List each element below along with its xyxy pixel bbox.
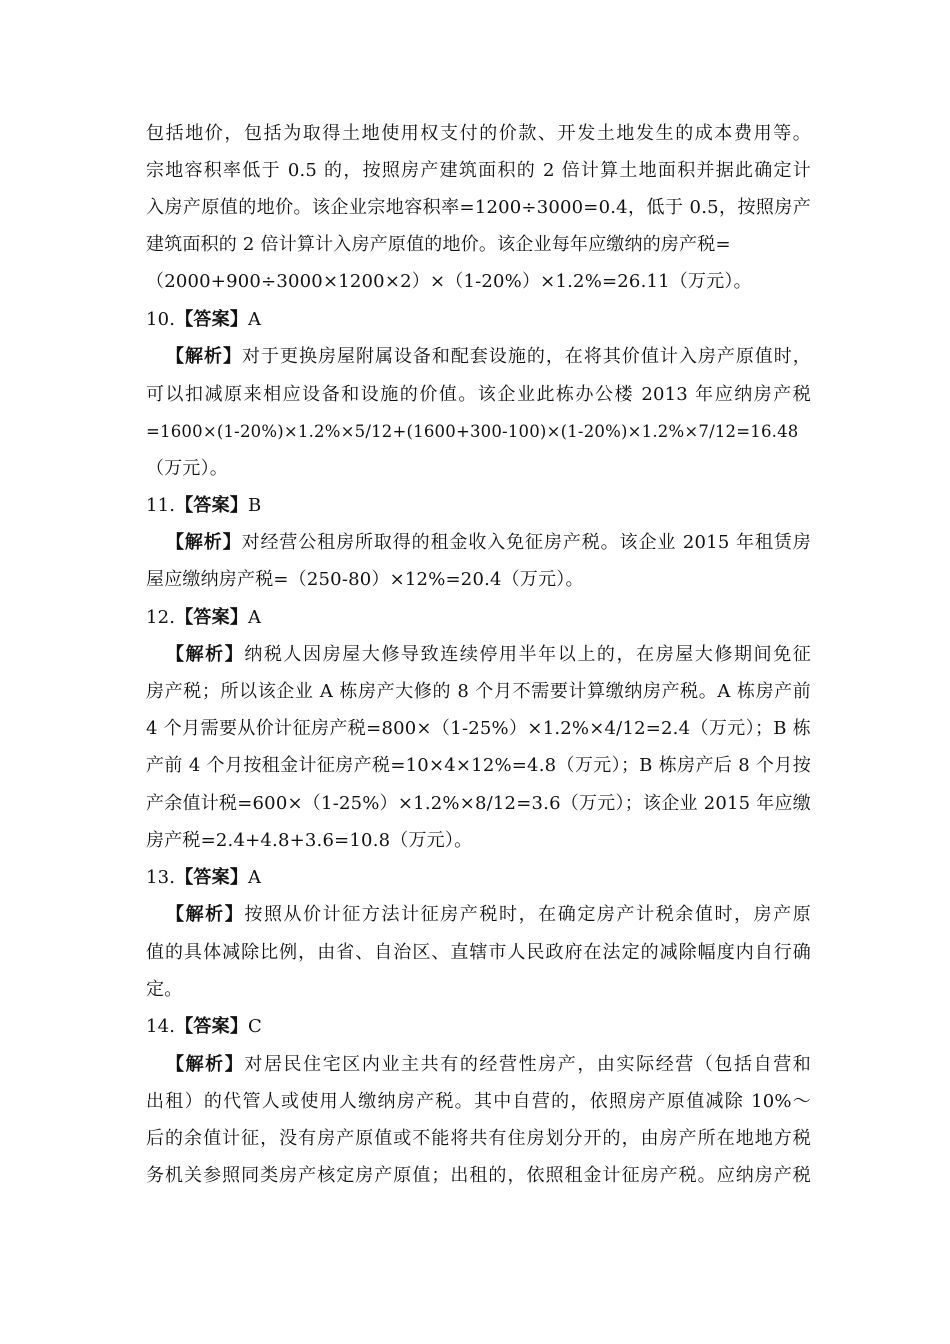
text-line: 定。 xyxy=(146,979,183,1000)
text-line: 产前 4 个月按租金计征房产税=10×4×12%=4.8（万元）；B 栋房产后 8 个月按 xyxy=(146,755,811,776)
analysis-line xyxy=(166,640,811,670)
text-line: 包括地价，包括为取得土地使用权支付的价款、开发土地发生的成本费用等。 xyxy=(146,123,811,144)
text-line: =1600×(1-20%)×1.2%×5/12+(1600+300-100)×(1-20%)×1.2%×7/12=16.48 xyxy=(146,422,799,441)
answer-value: B xyxy=(248,495,262,516)
text-line: 建筑面积的 2 倍计算计入房产原值的地价。该企业每年应缴纳的房产税= xyxy=(146,234,731,255)
text-line: 屋应缴纳房产税=（250-80）×12%=20.4（万元）。 xyxy=(146,569,584,590)
analysis-label: 【解析】 xyxy=(166,346,242,367)
answer-line-14 xyxy=(146,1012,811,1042)
text-line: 4 个月需要从价计征房产税=800×（1-25%）×1.2%×4/12=2.4（万元）；B 栋 xyxy=(146,718,811,739)
analysis-text: 纳税人因房屋大修导致连续停用半年以上的，在房屋大修期间免征 xyxy=(244,644,811,665)
answer-value: A xyxy=(248,867,262,888)
answer-line-13 xyxy=(146,863,811,893)
question-number: 12. xyxy=(146,607,176,628)
analysis-text: 对经营公租房所取得的租金收入免征房产税。该企业 2015 年租赁房 xyxy=(241,532,811,553)
text-line: 出租）的代管人或使用人缴纳房产税。其中自营的，依照房产原值减除 10%～ xyxy=(146,1091,811,1112)
text-line: 房产税；所以该企业 A 栋房产大修的 8 个月不需要计算缴纳房产税。A 栋房产前 xyxy=(146,681,811,702)
analysis-line xyxy=(166,900,811,930)
text-line: 入房产原值的地价。该企业宗地容积率=1200÷3000=0.4，低于 0.5，按照房产 xyxy=(146,197,811,218)
answer-line-11 xyxy=(146,491,811,521)
analysis-label: 【解析】 xyxy=(166,1054,245,1075)
text-line: 值的具体减除比例，由省、自治区、直辖市人民政府在法定的减除幅度内自行确 xyxy=(146,942,811,963)
text-line: 务机关参照同类房产核定房产原值；出租的，依照租金计征房产税。应纳房产税 xyxy=(146,1165,811,1186)
answer-label: 【答案】 xyxy=(175,495,249,516)
analysis-text: 按照从价计征方法计征房产税时，在确定房产计税余值时，房产原 xyxy=(244,904,811,925)
answer-value: A xyxy=(248,309,262,330)
question-number: 13. xyxy=(146,867,176,888)
analysis-text: 对于更换房屋附属设备和配套设施的，在将其价值计入房产原值时， xyxy=(241,346,811,367)
answer-label: 【答案】 xyxy=(175,309,249,330)
analysis-line xyxy=(166,528,811,558)
analysis-label: 【解析】 xyxy=(166,644,245,665)
answer-line-12 xyxy=(146,603,811,633)
analysis-line xyxy=(166,342,811,372)
question-number: 14. xyxy=(146,1016,176,1037)
text-line: 产余值计税=600×（1-25%）×1.2%×8/12=3.6（万元）；该企业 2015 年应缴 xyxy=(146,793,811,814)
text-line: 后的余值计征，没有房产原值或不能将共有住房划分开的，由房产所在地地方税 xyxy=(146,1128,811,1149)
text-line: （2000+900÷3000×1200×2）×（1-20%）×1.2%=26.11（万元）。 xyxy=(146,271,752,292)
answer-value: A xyxy=(248,607,262,628)
text-line: 可以扣减原来相应设备和设施的价值。该企业此栋办公楼 2013 年应纳房产税 xyxy=(146,384,811,405)
question-number: 10. xyxy=(146,309,176,330)
text-line: （万元）。 xyxy=(146,458,228,479)
text-line: 宗地容积率低于 0.5 的，按照房产建筑面积的 2 倍计算土地面积并据此确定计 xyxy=(146,160,811,181)
answer-label: 【答案】 xyxy=(175,867,249,888)
analysis-label: 【解析】 xyxy=(166,532,242,553)
analysis-label: 【解析】 xyxy=(166,904,245,925)
question-number: 11. xyxy=(146,495,176,516)
answer-line-10 xyxy=(146,305,811,335)
analysis-line xyxy=(166,1050,811,1080)
analysis-text: 对居民住宅区内业主共有的经营性房产，由实际经营（包括自营和 xyxy=(244,1054,811,1075)
answer-label: 【答案】 xyxy=(175,1016,249,1037)
text-line: 房产税=2.4+4.8+3.6=10.8（万元）。 xyxy=(146,830,473,851)
answer-value: C xyxy=(248,1016,263,1037)
answer-label: 【答案】 xyxy=(175,607,249,628)
